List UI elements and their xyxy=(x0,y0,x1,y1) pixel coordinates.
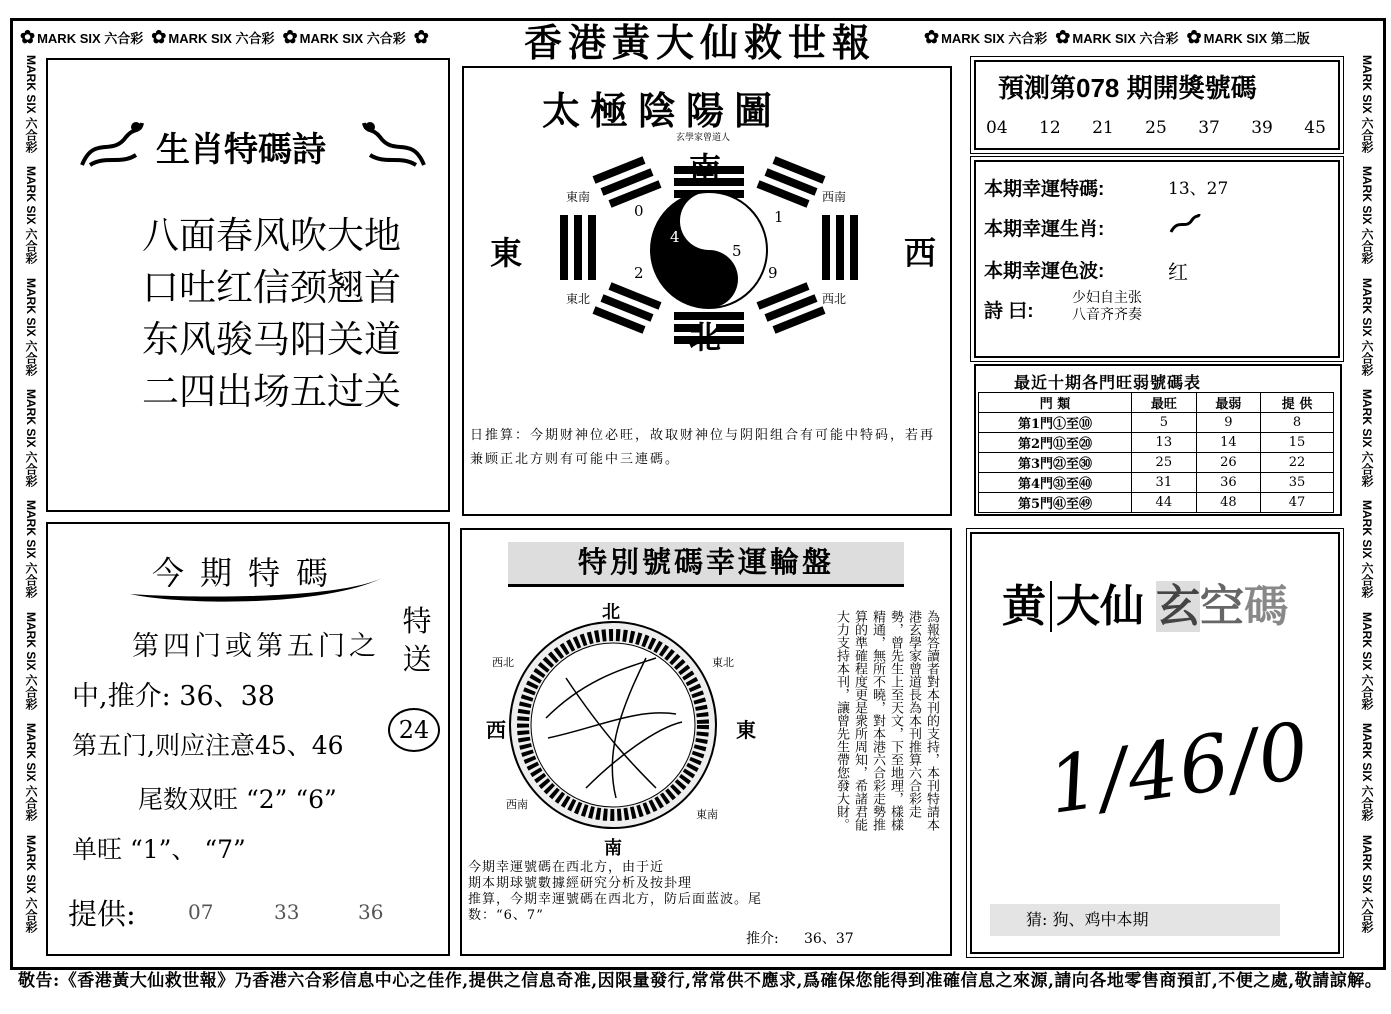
strip-text: MARK SIX 六合彩 xyxy=(24,723,38,822)
prediction-number: 37 xyxy=(1198,118,1220,138)
lucky-poem-lines xyxy=(1072,290,1142,324)
table-header: 最旺 xyxy=(1132,393,1197,413)
side-label: 特送 xyxy=(402,604,432,676)
footer-notice: 敬告:《香港黃大仙救世報》乃香港六合彩信息中心之佳作,提供之信息奇准,因限量發行,常常供不應求,爲確保您能得到准確信息之來源,請向各地零售商預訂,不便之處,敬請諒解。 xyxy=(18,971,1383,991)
table-cell: 第4門㉛至㊵ xyxy=(979,473,1132,493)
table-cell: 第5門㊶至㊾ xyxy=(979,493,1132,513)
direction-east: 東 xyxy=(490,234,523,272)
direction-south: 南 xyxy=(689,150,722,188)
corner-ne: 東北 xyxy=(566,292,591,306)
wheel-bottom-line: 数：“6、7” xyxy=(468,908,544,923)
corner-se: 東南 xyxy=(566,190,591,204)
wheel-east: 東 xyxy=(736,718,756,742)
table-cell: 26 xyxy=(1196,453,1261,473)
table-cell: 第3門㉑至㉚ xyxy=(979,453,1132,473)
top-strip-left xyxy=(20,24,431,50)
special-code-panel xyxy=(46,522,450,956)
weak-strong-table xyxy=(978,392,1334,513)
side-number: 24 xyxy=(388,708,440,752)
lucky-code-value: 13、27 xyxy=(1168,179,1229,199)
taiji-number: 9 xyxy=(768,264,778,282)
prediction-number: 39 xyxy=(1251,118,1273,138)
corner-sw: 西南 xyxy=(822,190,847,204)
table-cell: 5 xyxy=(1132,413,1197,433)
strip-text: MARK SIX 六合彩 xyxy=(1072,30,1179,46)
strip-text: MARK SIX 六合彩 xyxy=(1360,389,1374,488)
special-code-line: 尾数双旺 “2” “6” xyxy=(138,785,337,814)
poem-line: 东风骏马阳关道 xyxy=(142,318,401,361)
wheel-title: 特別號碼幸運輪盤 xyxy=(508,542,904,587)
dragon-icon xyxy=(1168,212,1202,236)
wheel-ne: 東北 xyxy=(712,656,734,669)
lucky-poem-line: 八音齐齐奏 xyxy=(1072,307,1142,323)
table-cell: 48 xyxy=(1196,493,1261,513)
prediction-title: 預測第078 期開獎號碼 xyxy=(998,73,1257,103)
table-cell: 25 xyxy=(1132,453,1197,473)
table-cell: 47 xyxy=(1261,493,1334,513)
flower-icon: ✿ xyxy=(282,26,298,47)
flower-icon: ✿ xyxy=(924,26,940,47)
special-code-line: 第四门或第五门之 xyxy=(132,631,380,662)
wheel-west: 西 xyxy=(486,718,506,742)
special-code-line: 中,推介: 36、38 xyxy=(72,681,275,712)
paper-title: 香港黃大仙救世報 xyxy=(523,20,876,65)
lucky-zodiac-label: 本期幸運生肖: xyxy=(984,219,1105,240)
table-cell: 35 xyxy=(1261,473,1334,493)
prediction-number: 04 xyxy=(986,118,1008,138)
table-cell: 22 xyxy=(1261,453,1334,473)
provide-number: 07 xyxy=(188,900,214,924)
strip-text: MARK SIX 六合彩 xyxy=(24,277,38,376)
table-cell: 36 xyxy=(1196,473,1261,493)
prediction-number: 25 xyxy=(1145,118,1167,138)
strip-text: MARK SIX 六合彩 xyxy=(1360,166,1374,265)
strip-text: MARK SIX 六合彩 xyxy=(299,30,406,46)
direction-west: 西 xyxy=(904,234,937,272)
wheel-bottom-line: 期本期球號數據經研究分析及按卦理 xyxy=(468,876,693,891)
taiji-number: 2 xyxy=(634,264,644,282)
special-code-line: 第五门,则应注意45、46 xyxy=(72,731,344,760)
table-cell: 8 xyxy=(1261,413,1334,433)
table-cell: 15 xyxy=(1261,433,1334,453)
corner-nw: 西北 xyxy=(822,292,847,306)
weak-strong-panel xyxy=(974,364,1342,516)
table-row xyxy=(979,473,1334,493)
table-row xyxy=(979,413,1334,433)
xuankong-title-part: 碼 xyxy=(1244,581,1288,632)
flower-icon: ✿ xyxy=(20,26,36,47)
wheel-bottom-line: 今期幸運號碼在西北方，由于近 xyxy=(468,860,665,875)
table-header: 最弱 xyxy=(1196,393,1261,413)
wheel-bottom-line: 推算，今期幸運號碼在西北方，防后面蓝波。尾 xyxy=(468,892,763,907)
table-cell: 31 xyxy=(1132,473,1197,493)
table-cell: 44 xyxy=(1132,493,1197,513)
prediction-number: 45 xyxy=(1304,118,1326,138)
prediction-panel xyxy=(974,60,1340,150)
xuankong-title-part: 大仙 xyxy=(1056,581,1144,632)
xuankong-title xyxy=(1002,570,1288,634)
xuankong-title-part: 黄 xyxy=(1002,581,1046,632)
wheel-bottom-text xyxy=(468,860,944,924)
strip-text: MARK SIX 六合彩 xyxy=(1360,55,1374,154)
right-side-strip xyxy=(1352,55,1376,955)
strip-text: MARK SIX 六合彩 xyxy=(24,611,38,710)
strip-text: MARK SIX 六合彩 xyxy=(24,834,38,933)
provide-label: 提供: xyxy=(68,897,136,931)
left-side-strip xyxy=(16,55,40,955)
special-code-title: 今期特碼 xyxy=(152,554,345,592)
taiji-panel xyxy=(462,66,952,516)
taiji-number: 5 xyxy=(732,242,742,260)
table-header: 提 供 xyxy=(1261,393,1334,413)
wheel-side-text: 為報答讀者對本刊的支持，本刊特請本港玄學家曾道長為本刊推算六合彩走勢，曾先生上至天文，下至地理，樣樣精通，無所不曉，對本港六合彩走勢推算的準確程度更是衆所周知，希諸君能大力支持本刊，讓曾先生帶您發大財。 xyxy=(834,610,939,831)
weak-strong-title: 最近十期各門旺弱號碼表 xyxy=(1014,375,1202,392)
table-row xyxy=(979,493,1334,513)
strip-text: MARK SIX 六合彩 xyxy=(1360,834,1374,933)
handwritten-numbers: 1/46/0 xyxy=(1043,706,1317,832)
strip-text: MARK SIX 六合彩 xyxy=(24,389,38,488)
flower-icon: ✿ xyxy=(413,26,429,47)
wheel-north: 北 xyxy=(602,602,620,623)
strip-text: MARK SIX 六合彩 xyxy=(37,30,144,46)
strip-text: MARK SIX 六合彩 xyxy=(24,166,38,265)
taiji-top-note: 玄學家曾道人 xyxy=(676,133,731,143)
table-cell: 第2門⑪至⑳ xyxy=(979,433,1132,453)
poem-line: 二四出场五过关 xyxy=(142,370,401,413)
wheel-se: 東南 xyxy=(696,808,718,821)
flower-icon: ✿ xyxy=(1055,26,1071,47)
table-header-row xyxy=(979,393,1334,413)
strip-text: MARK SIX 六合彩 xyxy=(1360,500,1374,599)
lucky-code-label: 本期幸運特碼: xyxy=(984,179,1105,200)
poem-line: 口吐红信颈翘首 xyxy=(142,266,401,309)
lucky-poem-line: 少妇自主张 xyxy=(1072,290,1142,306)
wheel-recommend-value: 36、37 xyxy=(804,931,854,947)
top-strip-right xyxy=(924,24,1318,50)
strip-text: MARK SIX 六合彩 xyxy=(1360,723,1374,822)
taiji-title: 太極陰陽圖 xyxy=(542,91,783,133)
xuankong-footer: 猜: 狗、鸡中本期 xyxy=(990,904,1280,936)
prediction-number: 21 xyxy=(1092,118,1114,138)
table-cell: 第1門①至⑩ xyxy=(979,413,1132,433)
table-cell: 13 xyxy=(1132,433,1197,453)
provide-number: 33 xyxy=(274,900,300,924)
wheel-sw: 西南 xyxy=(506,798,528,811)
strip-text: MARK SIX 六合彩 xyxy=(1360,611,1374,710)
lucky-wheel-panel xyxy=(460,528,952,956)
poem-line: 八面春风吹大地 xyxy=(142,214,401,257)
strip-text: MARK SIX 六合彩 xyxy=(941,30,1048,46)
prediction-number: 12 xyxy=(1039,118,1061,138)
strip-text: MARK SIX 六合彩 xyxy=(24,55,38,154)
dragon-icon xyxy=(76,115,148,173)
wheel-south: 南 xyxy=(604,838,622,859)
flower-icon: ✿ xyxy=(151,26,167,47)
wheel-diagram xyxy=(506,618,720,832)
lucky-color-label: 本期幸運色波: xyxy=(984,261,1105,282)
dragon-icon xyxy=(358,115,430,173)
special-code-line: 单旺 “1”、 “7” xyxy=(72,835,246,864)
taiji-note: 日推算：今期财神位必旺，故取财神位与阴阳组合有可能中特码，若再兼顾正北方则有可能中三連碼。 xyxy=(470,428,936,467)
strip-text: MARK SIX 六合彩 xyxy=(168,30,275,46)
direction-north: 北 xyxy=(689,318,722,356)
poem-lines xyxy=(142,210,401,418)
flower-icon: ✿ xyxy=(1186,26,1202,47)
table-cell: 14 xyxy=(1196,433,1261,453)
strip-text: MARK SIX 六合彩 xyxy=(1360,277,1374,376)
taiji-number: 0 xyxy=(634,202,644,220)
edition-label: MARK SIX 第二版 xyxy=(1203,30,1310,46)
table-header: 門 類 xyxy=(979,393,1132,413)
xuankong-panel xyxy=(970,532,1340,954)
zodiac-poem-panel xyxy=(46,58,450,512)
table-row xyxy=(979,453,1334,473)
xuankong-title-part: 玄 xyxy=(1156,581,1200,632)
poem-title: 生肖特碼詩 xyxy=(156,130,326,170)
wheel-nw: 西北 xyxy=(492,656,514,669)
prediction-numbers xyxy=(986,118,1326,138)
lucky-poem-label: 詩 曰: xyxy=(984,301,1034,322)
wheel-recommend-label: 推介: xyxy=(746,931,779,947)
provide-number: 36 xyxy=(358,900,384,924)
strip-text: MARK SIX 六合彩 xyxy=(24,500,38,599)
lucky-panel xyxy=(974,160,1340,358)
taiji-number: 4 xyxy=(670,228,680,246)
table-cell: 9 xyxy=(1196,413,1261,433)
lucky-color-value: 红 xyxy=(1168,260,1188,284)
table-row xyxy=(979,433,1334,453)
xuankong-title-part: 空 xyxy=(1200,581,1244,632)
taiji-number: 1 xyxy=(774,208,784,226)
